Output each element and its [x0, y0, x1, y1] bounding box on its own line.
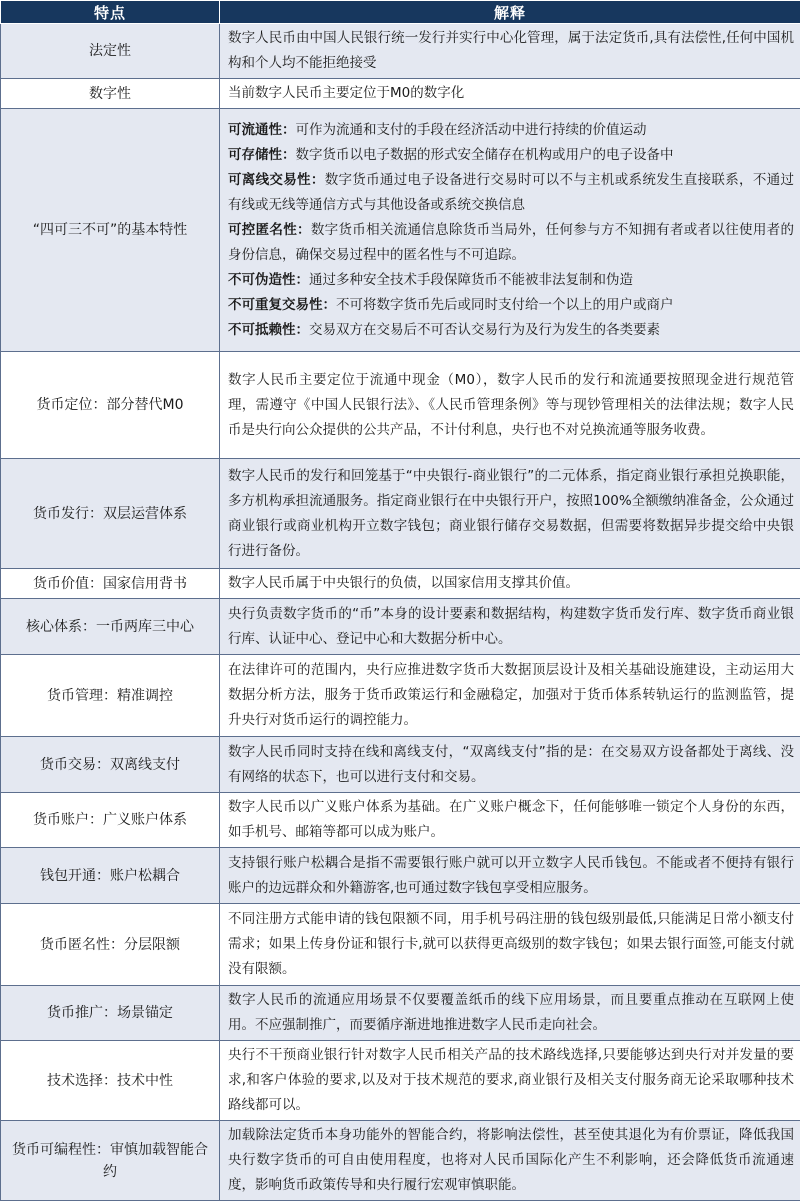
row-feature: 技术选择：技术中性 — [1, 1041, 220, 1121]
trait-text: 数字货币通过电子设备进行交易时可以不与主机或系统发生直接联系，不通过有线或无线等通信方式与其他设备或系统交换信息 — [228, 172, 794, 213]
row-feature: 货币可编程性：审慎加载智能合约 — [1, 1121, 220, 1201]
row-feature: 法定性 — [1, 24, 220, 79]
table-row — [1, 986, 800, 1041]
trait-item — [228, 218, 794, 268]
trait-item — [228, 268, 794, 293]
trait-text: 数字货币以电子数据的形式安全储存在机构或用户的电子设备中 — [296, 147, 674, 163]
table-row — [1, 459, 800, 569]
row-explanation: 数字人民币的发行和回笼基于“中央银行-商业银行”的二元体系，指定商业银行承担兑换职能，多方机构承担流通服务。指定商业银行在中央银行开户，按照100%全额缴纳准备金，公众通过商业银行或商业机构开立数字钱包；商业银行储存交易数据，但需要将数据异步提交给中央银行进行备份。 — [220, 459, 800, 569]
trait-item — [228, 168, 794, 218]
row-feature: 钱包开通：账户松耦合 — [1, 848, 220, 904]
trait-text: 数字货币相关流通信息除货币当局外，任何参与方不知拥有者或者以往使用者的身份信息，确保交易过程中的匿名性与不可追踪。 — [228, 222, 794, 263]
trait-text: 可作为流通和支付的手段在经济活动中进行持续的价值运动 — [296, 122, 647, 138]
row-explanation: 数字人民币由中国人民银行统一发行并实行中心化管理，属于法定货币,具有法偿性,任何中国机构和个人均不能拒绝接受 — [220, 24, 800, 79]
header-explanation: 解释 — [220, 1, 800, 24]
trait-term: 可控匿名性： — [228, 222, 311, 238]
table-row — [1, 848, 800, 904]
row-explanation: 央行不干预商业银行针对数字人民币相关产品的技术路线选择,只要能够达到央行对并发量的要求,和客户体验的要求,以及对于技术规范的要求,商业银行及相关支付服务商无论采取哪种技术路线都可以。 — [220, 1041, 800, 1121]
row-explanation: 数字人民币同时支持在线和离线支付，“双离线支付”指的是：在交易双方设备都处于离线、没有网络的状态下，也可以进行支付和交易。 — [220, 737, 800, 793]
row-explanation: 当前数字人民币主要定位于M0的数字化 — [220, 79, 800, 109]
row-explanation: 加载除法定货币本身功能外的智能合约，将影响法偿性，甚至使其退化为有价票证，降低我国央行数字货币的可自由使用程度，也将对人民币国际化产生不利影响，还会降低货币流通速度，影响货币政策传导和央行履行宏观审慎职能。 — [220, 1121, 800, 1201]
table-row — [1, 352, 800, 459]
row-feature: “四可三不可”的基本特性 — [1, 109, 220, 352]
trait-term: 不可抵赖性： — [228, 322, 309, 338]
trait-term: 可离线交易性： — [228, 172, 325, 188]
trait-item — [228, 143, 794, 168]
row-explanation: 数字人民币主要定位于流通中现金（M0），数字人民币的发行和流通要按照现金进行规范管理，需遵守《中国人民银行法》、《人民币管理条例》等与现钞管理相关的法律法规；数字人民币是央行向公众提供的公共产品，不计付利息，央行也不对兑换流通等服务收费。 — [220, 352, 800, 459]
row-explanation: 不同注册方式能申请的钱包限额不同，用手机号码注册的钱包级别最低,只能满足日常小额支付需求；如果上传身份证和银行卡,就可以获得更高级别的数字钱包；如果去银行面签,可能支付就没有限额。 — [220, 904, 800, 986]
row-explanation: 数字人民币的流通应用场景不仅要覆盖纸币的线下应用场景，而且要重点推动在互联网上使用。不应强制推广，而要循序渐进地推进数字人民币走向社会。 — [220, 986, 800, 1041]
row-explanation: 在法律许可的范围内，央行应推进数字货币大数据顶层设计及相关基础设施建设，主动运用大数据分析方法，服务于货币政策运行和金融稳定，加强对于货币体系转轨运行的监测监管，提升央行对货币运行的调控能力。 — [220, 655, 800, 737]
row-feature: 货币价值：国家信用背书 — [1, 569, 220, 599]
table-row — [1, 109, 800, 352]
row-explanation: 央行负责数字货币的“币”本身的设计要素和数据结构，构建数字货币发行库、数字货币商业银行库、认证中心、登记中心和大数据分析中心。 — [220, 599, 800, 655]
row-feature: 核心体系：一币两库三中心 — [1, 599, 220, 655]
trait-text: 不可将数字货币先后或同时支付给一个以上的用户或商户 — [336, 297, 674, 313]
header-feature: 特点 — [1, 1, 220, 24]
row-feature: 货币定位：部分替代M0 — [1, 352, 220, 459]
traits-list — [220, 109, 800, 352]
trait-text: 交易双方在交易后不可否认交易行为及行为发生的各类要素 — [309, 322, 660, 338]
table-row — [1, 793, 800, 848]
table-row — [1, 24, 800, 79]
trait-item — [228, 118, 794, 143]
trait-item — [228, 293, 794, 318]
trait-text: 通过多种安全技术手段保障货币不能被非法复制和伪造 — [309, 272, 633, 288]
trait-term: 可流通性： — [228, 122, 296, 138]
table-row — [1, 569, 800, 599]
row-feature: 货币交易：双离线支付 — [1, 737, 220, 793]
table-row — [1, 737, 800, 793]
table-row — [1, 1121, 800, 1201]
trait-term: 不可重复交易性： — [228, 297, 336, 313]
table-header-row — [1, 1, 800, 24]
row-feature: 货币匿名性：分层限额 — [1, 904, 220, 986]
trait-term: 可存储性： — [228, 147, 296, 163]
row-feature: 货币推广：场景锚定 — [1, 986, 220, 1041]
trait-term: 不可伪造性： — [228, 272, 309, 288]
row-feature: 货币管理：精准调控 — [1, 655, 220, 737]
table-row — [1, 655, 800, 737]
row-feature: 货币账户：广义账户体系 — [1, 793, 220, 848]
table-row — [1, 599, 800, 655]
row-explanation: 数字人民币属于中央银行的负债，以国家信用支撑其价值。 — [220, 569, 800, 599]
trait-item — [228, 318, 794, 343]
table-row — [1, 1041, 800, 1121]
table-row — [1, 904, 800, 986]
row-explanation: 支持银行账户松耦合是指不需要银行账户就可以开立数字人民币钱包。不能或者不便持有银行账户的边远群众和外籍游客,也可通过数字钱包享受相应服务。 — [220, 848, 800, 904]
row-feature: 货币发行：双层运营体系 — [1, 459, 220, 569]
row-explanation: 数字人民币以广义账户体系为基础。在广义账户概念下，任何能够唯一锁定个人身份的东西，如手机号、邮箱等都可以成为账户。 — [220, 793, 800, 848]
row-feature: 数字性 — [1, 79, 220, 109]
table-row — [1, 79, 800, 109]
